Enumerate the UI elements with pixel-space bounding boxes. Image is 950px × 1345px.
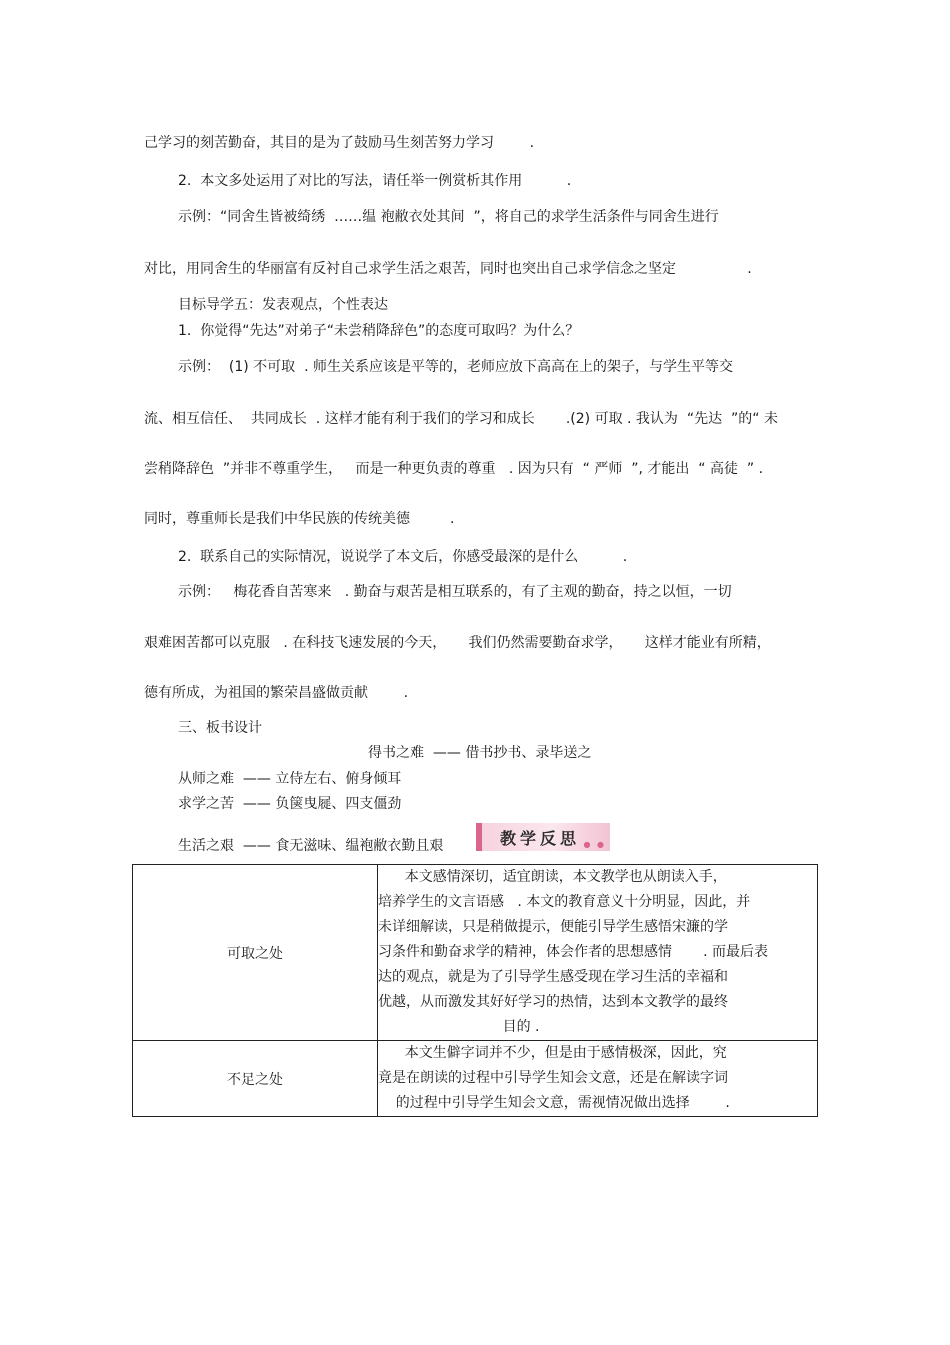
teaching-reflection-banner: [476, 823, 610, 851]
section-heading-board: 三、板书设计: [178, 720, 262, 736]
content-line: 优越，从而激发其好好学习的热情，达到本文教学的最终: [378, 994, 728, 1010]
board-line: 得书之难 —— 借书抄书、录毕送之: [368, 745, 592, 761]
question-2b: 2. 联系自己的实际情况，说说学了本文后，你感受最深的是什么 .: [178, 549, 628, 565]
text-line: 尝稍降辞色 ”并非不尊重学生， 而是一种更负责的尊重 . 因为只有 “ 严师 ”, 才能出 “ 高徒 ” .: [144, 461, 764, 477]
text-line: 对比，用同舍生的华丽富有反衬自己求学生活之艰苦，同时也突出自己求学信念之坚定 .: [144, 261, 752, 277]
row-content: [378, 865, 818, 1041]
row-content: [378, 1041, 818, 1117]
banner-dots-decoration: ● ●: [583, 840, 606, 849]
reflection-table: [132, 864, 818, 1117]
table-row: [133, 1041, 818, 1117]
text-line: 艰难困苦都可以克服 . 在科技飞速发展的今天， 我们仍然需要勤奋求学， 这样才能业有所精，: [144, 635, 771, 651]
section-heading: 目标导学五：发表观点，个性表达: [178, 297, 388, 313]
content-line: 培养学生的文言语感 . 本文的教育意义十分明显，因此，并: [378, 894, 751, 910]
content-line: 目的 .: [378, 1019, 540, 1035]
board-line: 生活之艰 —— 食无滋味、缊袍敝衣勤且艰: [178, 838, 444, 854]
content-line: 竟是在朗读的过程中引导学生知会文意，还是在解读字词: [378, 1070, 728, 1086]
table-row: [133, 865, 818, 1041]
row-label: 不足之处: [133, 1041, 378, 1117]
content-line: 的过程中引导学生知会文意，需视情况做出选择 .: [378, 1095, 730, 1111]
text-line: 流、相互信任、 共同成长 . 这样才能有利于我们的学习和成长 .(2) 可取 . 我认为 “先达 ”的“ 未: [144, 411, 778, 427]
content-line: 本文生僻字词并不少，但是由于感情极深，因此，究: [378, 1045, 727, 1061]
text-line: 示例： 梅花香自苦寒来 . 勤奋与艰苦是相互联系的，有了主观的勤奋，持之以恒，一切: [178, 584, 732, 600]
text-line: 德有所成，为祖国的繁荣昌盛做贡献 .: [144, 685, 409, 701]
text-line: 示例： (1) 不可取 . 师生关系应该是平等的，老师应放下高高在上的架子，与学生平等交: [178, 359, 733, 375]
question-2: 2. 本文多处运用了对比的写法，请任举一例赏析其作用 .: [178, 173, 572, 189]
content-line: 习条件和勤奋求学的精神，体会作者的思想感情 . 而最后表: [378, 944, 769, 960]
text-line: 示例：“同舍生皆被绮绣 ……缊 袍敝衣处其间 ”，将自己的求学生活条件与同舍生进行: [178, 209, 719, 225]
text-line: 同时，尊重师长是我们中华民族的传统美德 .: [144, 511, 455, 527]
text-line: 己学习的刻苦勤奋，其目的是为了鼓励马生刻苦努力学习 .: [144, 135, 535, 151]
content-line: 本文感情深切，适宜朗读，本文教学也从朗读入手，: [378, 869, 727, 885]
content-line: 未详细解读，只是稍做提示，便能引导学生感悟宋濂的学: [378, 919, 728, 935]
question-1: 1. 你觉得“先达”对弟子“未尝稍降辞色”的态度可取吗？为什么？: [178, 323, 580, 339]
content-line: 达的观点，就是为了引导学生感受现在学习生活的幸福和: [378, 969, 728, 985]
board-line: 求学之苦 —— 负箧曳屣、四支僵劲: [178, 796, 402, 812]
board-line: 从师之难 —— 立侍左右、俯身倾耳: [178, 771, 402, 787]
banner-title: 教学反思: [500, 829, 581, 848]
row-label: 可取之处: [133, 865, 378, 1041]
